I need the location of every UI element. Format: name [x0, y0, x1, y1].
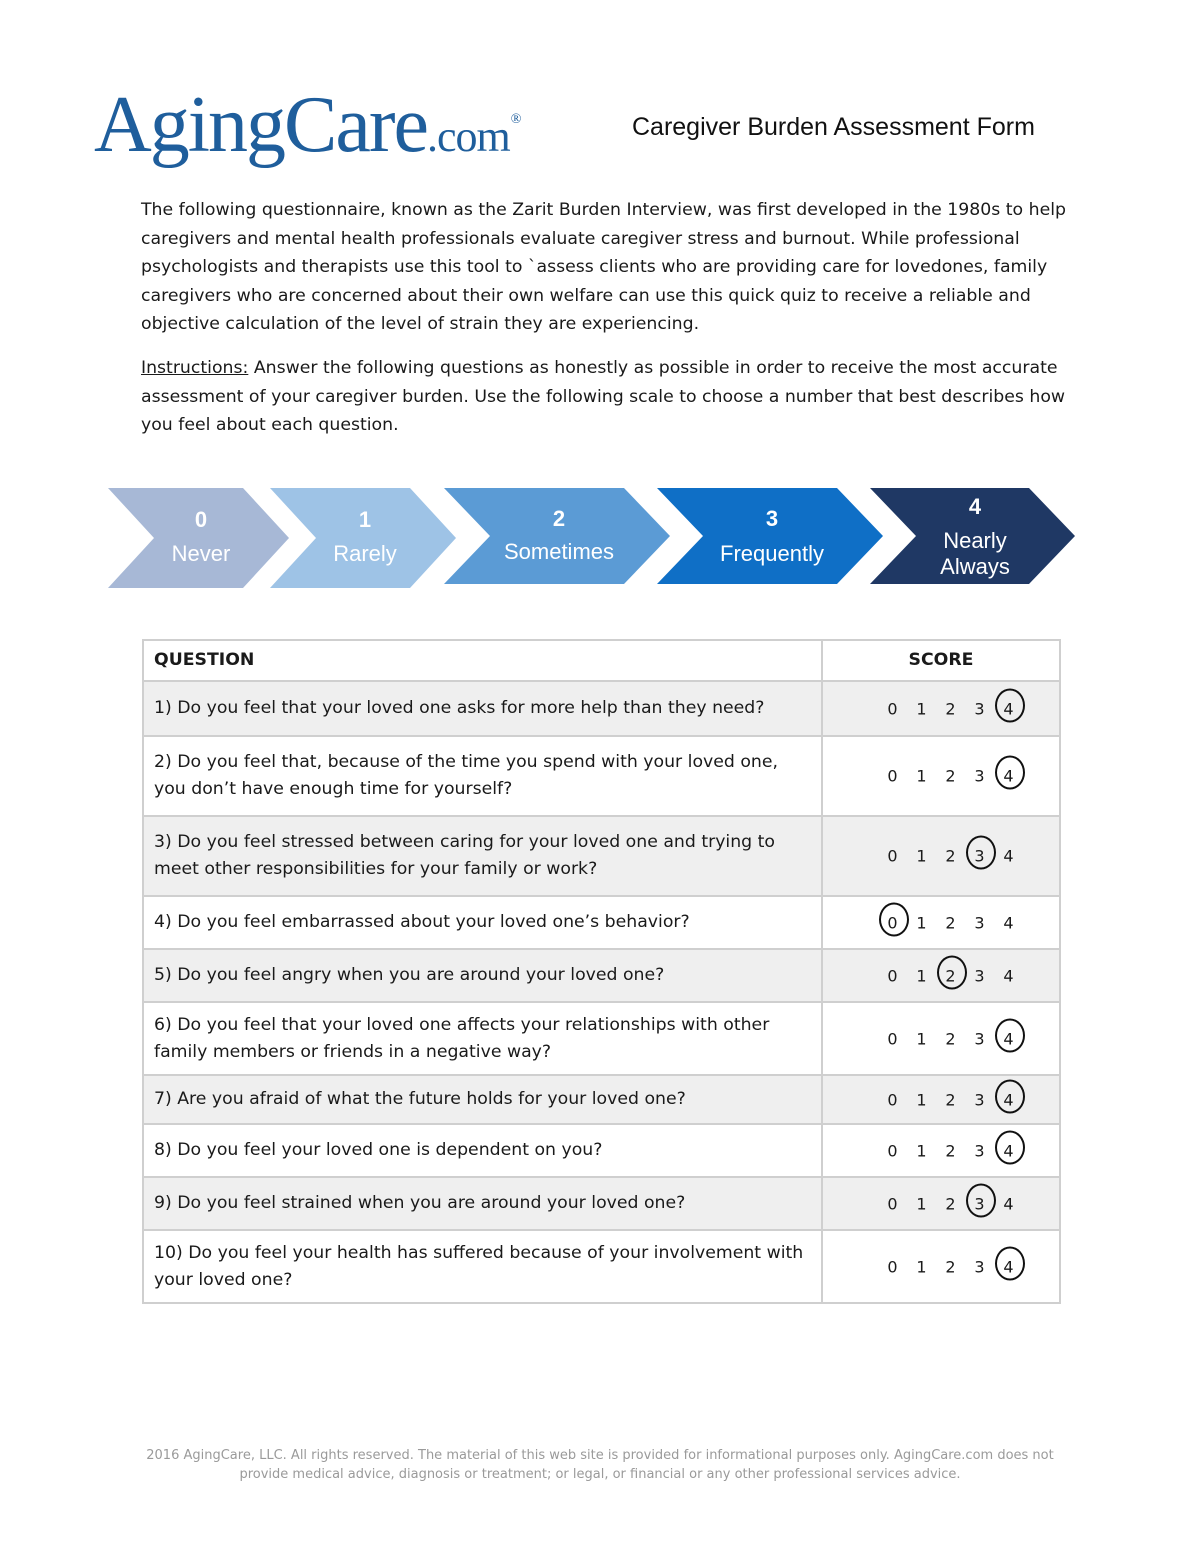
- score-option-circled[interactable]: 4: [994, 763, 1023, 790]
- score-option[interactable]: 2: [945, 1029, 956, 1048]
- table-row: [143, 949, 1060, 1002]
- score-options: [878, 763, 1023, 790]
- scale-step-rarely: [270, 488, 456, 588]
- scale-label-line2: Always: [940, 554, 1010, 579]
- question-text: 10) Do you feel your health has suffered because of your involvement with your loved one?: [143, 1230, 822, 1303]
- copyright-footer: 2016 AgingCare, LLC. All rights reserved. The material of this web site is provided for informational purposes only. AgingCare.com does not provide medical advice, diagnosis or treatment; or legal, or financial or any other professional services advice.: [146, 1448, 1054, 1482]
- score-option[interactable]: 0: [887, 766, 898, 786]
- score-option[interactable]: 4: [1003, 846, 1014, 866]
- score-option-circled[interactable]: 4: [994, 1025, 1023, 1052]
- score-option-circled[interactable]: 4: [994, 695, 1023, 722]
- score-option[interactable]: 3: [974, 699, 985, 718]
- score-option[interactable]: 3: [974, 1141, 985, 1160]
- score-option[interactable]: 1: [916, 1029, 927, 1048]
- scale-label: Rarely: [333, 541, 397, 566]
- question-text: 5) Do you feel angry when you are around your loved one?: [143, 949, 822, 1002]
- scale-value: 4: [968, 494, 982, 519]
- score-option[interactable]: 3: [974, 966, 985, 985]
- score-option[interactable]: 2: [945, 699, 956, 718]
- question-column-header: QUESTION: [143, 640, 822, 681]
- score-option[interactable]: 3: [974, 766, 985, 786]
- score-cell: [822, 681, 1060, 736]
- scale-chevron: [657, 488, 883, 584]
- score-option[interactable]: 4: [1003, 913, 1014, 932]
- score-cell: [822, 736, 1060, 816]
- assessment-table: [142, 639, 1061, 1304]
- logo-name: AgingCare: [94, 81, 428, 169]
- score-cell: [822, 1002, 1060, 1075]
- score-cell: [822, 1177, 1060, 1230]
- score-option[interactable]: 3: [974, 1257, 985, 1276]
- question-rows: [143, 681, 1060, 1303]
- score-option-circled[interactable]: 4: [994, 1086, 1023, 1113]
- score-option[interactable]: 0: [887, 1141, 898, 1160]
- table-row: [143, 896, 1060, 949]
- score-option[interactable]: 1: [916, 913, 927, 932]
- score-option[interactable]: 1: [916, 766, 927, 786]
- scale-label: Sometimes: [503, 539, 615, 564]
- score-option-circled[interactable]: 3: [965, 843, 994, 870]
- question-text: 8) Do you feel your loved one is dependent on you?: [143, 1124, 822, 1177]
- score-option[interactable]: 2: [945, 913, 956, 932]
- score-option[interactable]: 2: [945, 1090, 956, 1109]
- table-row: [143, 1230, 1060, 1303]
- scale-label-line1: Nearly: [943, 528, 1007, 553]
- scale-chevron: [270, 488, 456, 588]
- score-options: [878, 1086, 1023, 1113]
- scale-value: 3: [765, 506, 779, 531]
- score-option[interactable]: 3: [974, 1029, 985, 1048]
- score-option-circled[interactable]: 0: [878, 909, 907, 936]
- scale-chevron: [444, 488, 670, 584]
- score-cell: [822, 1075, 1060, 1124]
- score-options: [878, 843, 1023, 870]
- score-option[interactable]: 1: [916, 966, 927, 985]
- agingcare-logo: [94, 82, 521, 168]
- score-option[interactable]: 1: [916, 1090, 927, 1109]
- score-option[interactable]: 2: [945, 846, 956, 866]
- score-option[interactable]: 3: [974, 913, 985, 932]
- instructions-paragraph: [141, 354, 1071, 440]
- score-option[interactable]: 0: [887, 1090, 898, 1109]
- score-option[interactable]: 0: [887, 1194, 898, 1213]
- score-option[interactable]: 1: [916, 846, 927, 866]
- score-option-circled[interactable]: 3: [965, 1190, 994, 1217]
- score-option[interactable]: 2: [945, 1194, 956, 1213]
- question-text: 6) Do you feel that your loved one affects your relationships with other family members or friends in a negative way?: [143, 1002, 822, 1075]
- score-options: [878, 1025, 1023, 1052]
- score-option[interactable]: 0: [887, 966, 898, 985]
- table-row: [143, 681, 1060, 736]
- scale-step-frequently: [657, 488, 883, 584]
- scale-value: 1: [358, 507, 372, 532]
- instructions-text: Answer the following questions as honestly as possible in order to receive the most accurate assessment of your caregiver burden. Use the following scale to choose a number that best describes how you feel about each question.: [141, 358, 1066, 435]
- question-text: 7) Are you afraid of what the future holds for your loved one?: [143, 1075, 822, 1124]
- scale-value: 0: [194, 507, 208, 532]
- logo-tld: .com: [427, 112, 510, 161]
- score-option[interactable]: 0: [887, 1029, 898, 1048]
- score-option[interactable]: 1: [916, 699, 927, 718]
- score-cell: [822, 1124, 1060, 1177]
- score-option[interactable]: 0: [887, 1257, 898, 1276]
- scale-step-sometimes: [444, 488, 670, 584]
- score-options: [878, 695, 1023, 722]
- logo-registered-mark: ®: [510, 112, 522, 127]
- score-option-circled[interactable]: 4: [994, 1137, 1023, 1164]
- form-title: Caregiver Burden Assessment Form: [632, 113, 1035, 141]
- question-text: 3) Do you feel stressed between caring for your loved one and trying to meet other responsibilities for your family or work?: [143, 816, 822, 896]
- score-cell: [822, 949, 1060, 1002]
- question-text: 4) Do you feel embarrassed about your loved one’s behavior?: [143, 896, 822, 949]
- scale-chevron: [108, 488, 289, 588]
- scale-step-never: [108, 488, 289, 588]
- table-row: [143, 816, 1060, 896]
- instructions-label: Instructions:: [141, 358, 249, 378]
- scale-step-nearly-always: [870, 488, 1075, 584]
- score-option[interactable]: 4: [1003, 1194, 1014, 1213]
- table-row: [143, 1177, 1060, 1230]
- score-column-header: SCORE: [822, 640, 1060, 681]
- score-option[interactable]: 2: [945, 1257, 956, 1276]
- table-row: [143, 1124, 1060, 1177]
- scale-label: Never: [171, 541, 231, 566]
- score-options: [878, 1190, 1023, 1217]
- score-options: [878, 962, 1023, 989]
- score-cell: [822, 896, 1060, 949]
- score-option-circled[interactable]: 4: [994, 1253, 1023, 1280]
- question-text: 1) Do you feel that your loved one asks for more help than they need?: [143, 681, 822, 736]
- score-option[interactable]: 3: [974, 1090, 985, 1109]
- score-cell: [822, 816, 1060, 896]
- table-row: [143, 736, 1060, 816]
- scale-label: Frequently: [720, 541, 824, 566]
- score-options: [878, 909, 1023, 936]
- score-option[interactable]: 0: [887, 846, 898, 866]
- score-option[interactable]: 1: [916, 1141, 927, 1160]
- question-text: 9) Do you feel strained when you are around your loved one?: [143, 1177, 822, 1230]
- intro-paragraph: The following questionnaire, known as the Zarit Burden Interview, was first developed in the 1980s to help caregivers and mental health professionals evaluate caregiver stress and burnout. While professional psychologists and therapists use this tool to `assess clients who are providing care for lovedones, family caregivers who are concerned about their own welfare can use this quick quiz to receive a reliable and objective calculation of the level of strain they are experiencing.: [141, 200, 1066, 334]
- table-row: [143, 1075, 1060, 1124]
- score-option-circled[interactable]: 2: [936, 962, 965, 989]
- score-options: [878, 1253, 1023, 1280]
- scale-value: 2: [552, 506, 566, 531]
- score-cell: [822, 1230, 1060, 1303]
- score-option[interactable]: 1: [916, 1257, 927, 1276]
- table-header-row: [143, 640, 1060, 681]
- table-row: [143, 1002, 1060, 1075]
- question-text: 2) Do you feel that, because of the time you spend with your loved one, you don’t have enough time for yourself?: [143, 736, 822, 816]
- score-option[interactable]: 2: [945, 766, 956, 786]
- score-option[interactable]: 0: [887, 699, 898, 718]
- score-option[interactable]: 1: [916, 1194, 927, 1213]
- score-option[interactable]: 4: [1003, 966, 1014, 985]
- score-option[interactable]: 2: [945, 1141, 956, 1160]
- score-options: [878, 1137, 1023, 1164]
